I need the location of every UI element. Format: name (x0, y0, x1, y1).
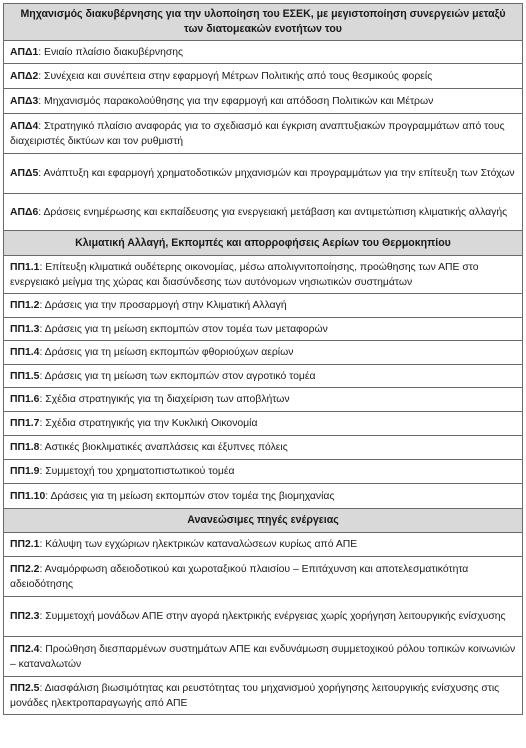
measure-text: Επίτευξη κλιματικά ουδέτερης οικονομίας, μέσω απολιγνιτοποίησης, προώθησης των ΑΠΕ στο ενεργειακό μείγμα της χώρας και διασύνδεσης των αυτόνομων νησιωτικών συστημάτων (10, 261, 479, 288)
measure-code: ΑΠΔ4 (10, 120, 39, 132)
measure-code: ΠΠ1.8 (10, 442, 40, 453)
measure-text: Δράσεις ενημέρωσης και εκπαίδευσης για ενεργειακή μετάβαση και αντιμετώπιση κλιματικής αλλαγής (43, 206, 508, 218)
code-separator: : (39, 394, 46, 405)
section-header-row (4, 231, 523, 256)
code-separator: : (45, 490, 51, 502)
measure-code: ΠΠ2.2 (10, 563, 40, 575)
measure-text: Συμμετοχή του χρηματοπιστωτικού τομέα (45, 466, 235, 477)
table-row (4, 365, 523, 388)
table-row (4, 194, 523, 231)
code-separator: : (39, 563, 45, 575)
table-row (4, 677, 523, 715)
code-separator: : (39, 418, 46, 429)
measure-text: Κάλυψη των εγχώριων ηλεκτρικών καταναλώσεων κυρίως από ΑΠΕ (45, 539, 358, 550)
measure-text: Δράσεις για τη μείωση εκπομπών στον τομέα των μεταφορών (44, 323, 328, 335)
measure-code: ΑΠΔ2 (10, 70, 39, 82)
table-row (4, 256, 523, 294)
section-title-renewables: Ανανεώσιμες πηγές ενέργειας (4, 509, 523, 533)
measure-text: Δράσεις για τη μείωση εκπομπών φθοριούχων αερίων (44, 347, 294, 358)
table-row (4, 412, 523, 436)
table-row (4, 637, 523, 677)
measure-text: Μηχανισμός παρακολούθησης για την εφαρμογή και απόδοση Πολιτικών και Μέτρων (44, 95, 434, 107)
policy-measures-table (3, 3, 523, 715)
table-row (4, 597, 523, 637)
section-header-row (4, 509, 523, 533)
measure-text: Συνέχεια και συνέπεια στην εφαρμογή Μέτρων Πολιτικής από τους θεσμικούς φορείς (44, 70, 433, 82)
code-separator: : (38, 95, 45, 107)
code-separator: : (39, 347, 45, 358)
table-row (4, 114, 523, 154)
table-row (4, 318, 523, 341)
measure-code: ΠΠ2.4 (10, 643, 40, 655)
measure-text: Ανάπτυξη και εφαρμογή χρηματοδοτικών μηχανισμών και προγραμμάτων για την επίτευξη των Στόχων (43, 168, 515, 179)
measure-text: Διασφάλιση βιωσιμότητας και ρευστότητας του μηχανισμού χορήγησης λειτουργικής ενίσχυσης στις μονάδες ηλεκτροπαραγωγής από ΑΠΕ (10, 682, 500, 709)
code-separator: : (39, 261, 46, 273)
measure-text: Ενιαίο πλαίσιο διακυβέρνησης (44, 46, 184, 58)
code-separator: : (38, 70, 45, 82)
code-separator: : (39, 370, 45, 382)
section-title-governance: Μηχανισμός διακυβέρνησης για την υλοποίηση του ΕΣΕΚ, με μεγιστοποίηση συνεργειών μεταξύ των διατομεακών ενοτήτων του (4, 4, 523, 41)
measure-text: Στρατηγικό πλαίσιο αναφοράς για το σχεδιασμό και έγκριση αναπτυξιακών προγραμμάτων από τους διαχειριστές δικτύων και τον ρυθμιστή (10, 120, 505, 147)
measure-text: Αστικές βιοκλιματικές αναπλάσεις και έξυπνες πόλεις (44, 442, 288, 453)
table-row (4, 436, 523, 460)
code-separator: : (39, 611, 46, 622)
measure-code: ΑΠΔ3 (10, 95, 39, 107)
measure-code: ΠΠ1.2 (10, 300, 40, 311)
table-row (4, 89, 523, 114)
table-row (4, 484, 523, 509)
measure-text: Σχέδια στρατηγικής για τη διαχείριση των αποβλήτων (45, 394, 290, 405)
measure-text: Αναμόρφωση αδειοδοτικού και χωροταξικού πλαισίου – Επιτάχυνση και αποτελεσματικότητα αδειοδότησης (10, 563, 469, 590)
code-separator: : (39, 466, 46, 477)
measure-text: Συμμετοχή μονάδων ΑΠΕ στην αγορά ηλεκτρικής ενέργειας χωρίς χορήγηση λειτουργικής ενίσχυσης (45, 611, 506, 622)
table-row (4, 557, 523, 597)
code-separator: : (39, 323, 45, 335)
table-row (4, 64, 523, 89)
table-row (4, 341, 523, 365)
table-row (4, 533, 523, 557)
measure-code: ΠΠ1.7 (10, 418, 40, 429)
code-separator: : (39, 442, 45, 453)
measure-code: ΠΠ1.4 (10, 347, 40, 358)
section-title-climate: Κλιματική Αλλαγή, Εκπομπές και απορροφήσεις Αερίων του Θερμοκηπίου (4, 231, 523, 256)
code-separator: : (39, 643, 46, 655)
code-separator: : (39, 539, 46, 550)
table-row (4, 41, 523, 64)
code-separator: : (38, 206, 44, 218)
measure-code: ΠΠ1.6 (10, 394, 40, 405)
measure-text: Προώθηση διεσπαρμένων συστημάτων ΑΠΕ και ενδυνάμωση συμμετοχικού ρόλου τοπικών κοινωνιών – καταναλωτών (10, 643, 516, 670)
code-separator: : (39, 300, 45, 311)
measure-text: Σχέδια στρατηγικής για την Κυκλική Οικονομία (45, 418, 258, 429)
measure-code: ΑΠΔ6 (10, 206, 39, 218)
measure-code: ΠΠ1.3 (10, 323, 40, 335)
table-row (4, 294, 523, 318)
code-separator: : (38, 46, 45, 58)
measure-code: ΠΠ2.3 (10, 611, 40, 622)
measure-code: ΠΠ1.10 (10, 490, 46, 502)
table-row (4, 154, 523, 194)
measure-text: Δράσεις για τη μείωση εκπομπών στον τομέα της βιομηχανίας (50, 490, 335, 502)
table-row (4, 388, 523, 412)
measure-code: ΠΠ2.1 (10, 539, 40, 550)
code-separator: : (38, 168, 44, 179)
section-header-row (4, 4, 523, 41)
code-separator: : (39, 682, 45, 694)
code-separator: : (38, 120, 45, 132)
measure-code: ΠΠ1.1 (10, 261, 40, 273)
table-row (4, 460, 523, 484)
measure-text: Δράσεις για τη μείωση των εκπομπών στον αγροτικό τομέα (44, 370, 316, 382)
measure-code: ΠΠ1.9 (10, 466, 40, 477)
measure-text: Δράσεις για την προσαρμογή στην Κλιματική Αλλαγή (44, 300, 287, 311)
measure-code: ΠΠ2.5 (10, 682, 40, 694)
measure-code: ΑΠΔ5 (10, 168, 39, 179)
measure-code: ΠΠ1.5 (10, 370, 40, 382)
measure-code: ΑΠΔ1 (10, 46, 39, 58)
